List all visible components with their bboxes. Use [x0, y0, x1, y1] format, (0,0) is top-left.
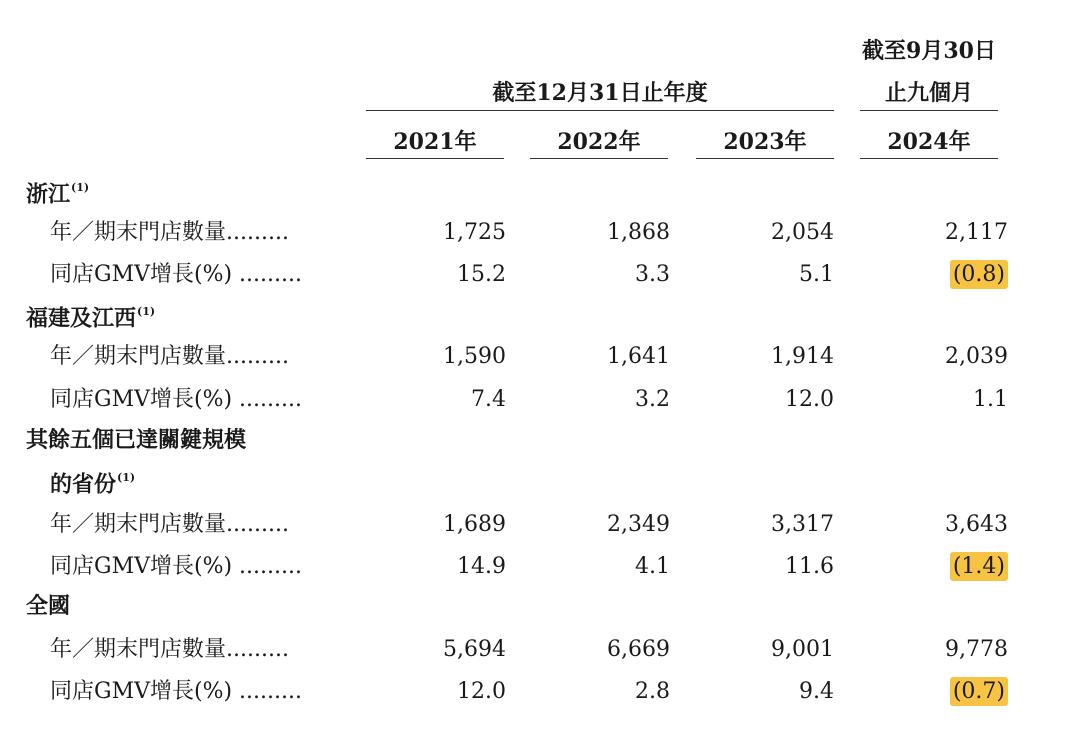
cell-2022 [530, 215, 670, 251]
cell-2023 [694, 632, 834, 668]
cell-2024 [868, 632, 1008, 668]
cell-2021 [366, 382, 506, 418]
header-year-ended: 截至12月31日止年度 [492, 80, 708, 106]
year-rule-2024 [860, 158, 998, 159]
cell-2022 [530, 549, 670, 585]
cell-2021 [366, 549, 506, 585]
section-title-other-provinces-line2 [50, 465, 135, 499]
header-nine-months-line2: 止九個月 [884, 80, 973, 106]
cell-2024 [868, 257, 1008, 293]
section-title-text: 全國 [26, 593, 71, 619]
section-title-national [26, 591, 70, 621]
table-row-other-gmv [0, 549, 1080, 585]
cell-2023 [694, 507, 834, 543]
highlighted-value: (1.4) [950, 552, 1008, 581]
year-rule-2022 [530, 158, 668, 159]
row-label: 年／期末門店數量......... [50, 637, 289, 662]
row-label: 年／期末門店數量......... [50, 220, 289, 245]
cell-value: 9,778 [945, 637, 1008, 662]
cell-2023 [694, 215, 834, 251]
section-title-text: 浙江 [26, 181, 71, 208]
section-title-text: 其餘五個已達關鍵規模 [26, 427, 247, 453]
table-row-fujian-gmv [0, 382, 1080, 418]
year-rule-2023 [696, 158, 834, 159]
highlighted-value: (0.8) [950, 260, 1008, 289]
cell-value: 12.0 [785, 387, 834, 412]
table-row-fujian-stores [0, 339, 1080, 375]
cell-value: 3.3 [635, 262, 670, 287]
cell-value: 15.2 [457, 262, 506, 287]
cell-2023 [694, 382, 834, 418]
cell-2022 [530, 674, 670, 710]
table-row-zhejiang-stores [0, 215, 1080, 251]
cell-value: 9.4 [799, 679, 834, 704]
cell-value: 2,349 [607, 512, 670, 537]
cell-2021 [366, 257, 506, 293]
cell-2024 [868, 382, 1008, 418]
header-year-2023: 2023年 [723, 129, 807, 155]
row-label: 同店GMV增長(%) ......... [50, 262, 302, 287]
cell-2024 [868, 674, 1008, 710]
cell-2024 [868, 549, 1008, 585]
row-label: 同店GMV增長(%) ......... [50, 679, 302, 704]
cell-value: 1,725 [443, 220, 506, 245]
footnote-marker: (1) [117, 471, 136, 484]
cell-2023 [694, 674, 834, 710]
cell-value: 2,039 [945, 344, 1008, 369]
header-rule-year-ended [366, 110, 834, 111]
year-rule-2021 [366, 158, 504, 159]
table-row-national-stores [0, 632, 1080, 668]
cell-2024 [868, 507, 1008, 543]
cell-value: 2.8 [635, 679, 670, 704]
cell-value: 1,641 [607, 344, 670, 369]
cell-2022 [530, 257, 670, 293]
header-nine-months-line1: 截至9月30日 [862, 38, 996, 64]
cell-value: 2,054 [771, 220, 834, 245]
cell-2023 [694, 257, 834, 293]
cell-2021 [366, 674, 506, 710]
cell-2024 [868, 339, 1008, 375]
row-label: 同店GMV增長(%) ......... [50, 387, 302, 412]
table-row-national-gmv [0, 674, 1080, 710]
cell-value: 7.4 [471, 387, 506, 412]
highlighted-value: (0.7) [950, 677, 1008, 706]
cell-2023 [694, 549, 834, 585]
section-title-text: 福建及江西 [26, 305, 137, 332]
footnote-marker: (1) [137, 305, 156, 318]
cell-2021 [366, 215, 506, 251]
cell-value: 2,117 [945, 220, 1008, 245]
cell-2021 [366, 339, 506, 375]
cell-value: 14.9 [457, 554, 506, 579]
cell-2022 [530, 632, 670, 668]
cell-value: 1.1 [973, 387, 1008, 412]
row-label: 年／期末門店數量......... [50, 512, 289, 537]
cell-value: 1,590 [443, 344, 506, 369]
cell-value: 4.1 [635, 554, 670, 579]
cell-2021 [366, 632, 506, 668]
header-year-2021: 2021年 [393, 129, 477, 155]
header-year-2022: 2022年 [557, 129, 641, 155]
section-title-text: 的省份 [50, 471, 117, 498]
cell-2022 [530, 507, 670, 543]
section-title-fujian-jiangxi [26, 299, 155, 333]
cell-value: 1,689 [443, 512, 506, 537]
cell-value: 3,317 [771, 512, 834, 537]
section-title-zhejiang [26, 175, 89, 209]
cell-2024 [868, 215, 1008, 251]
footnote-marker: (1) [71, 181, 90, 194]
section-title-other-provinces [26, 425, 246, 455]
row-label: 同店GMV增長(%) ......... [50, 554, 302, 579]
cell-value: 6,669 [607, 637, 670, 662]
cell-2023 [694, 339, 834, 375]
cell-2022 [530, 339, 670, 375]
cell-value: 1,868 [607, 220, 670, 245]
cell-value: 3,643 [945, 512, 1008, 537]
cell-value: 12.0 [457, 679, 506, 704]
cell-value: 5,694 [443, 637, 506, 662]
cell-value: 1,914 [771, 344, 834, 369]
cell-2022 [530, 382, 670, 418]
cell-2021 [366, 507, 506, 543]
row-label: 年／期末門店數量......... [50, 344, 289, 369]
header-year-2024: 2024年 [887, 129, 971, 155]
cell-value: 11.6 [785, 554, 834, 579]
header-rule-nine-months [860, 110, 998, 111]
cell-value: 9,001 [771, 637, 834, 662]
table-row-other-stores [0, 507, 1080, 543]
cell-value: 3.2 [635, 387, 670, 412]
table-row-zhejiang-gmv [0, 257, 1080, 293]
cell-value: 5.1 [799, 262, 834, 287]
